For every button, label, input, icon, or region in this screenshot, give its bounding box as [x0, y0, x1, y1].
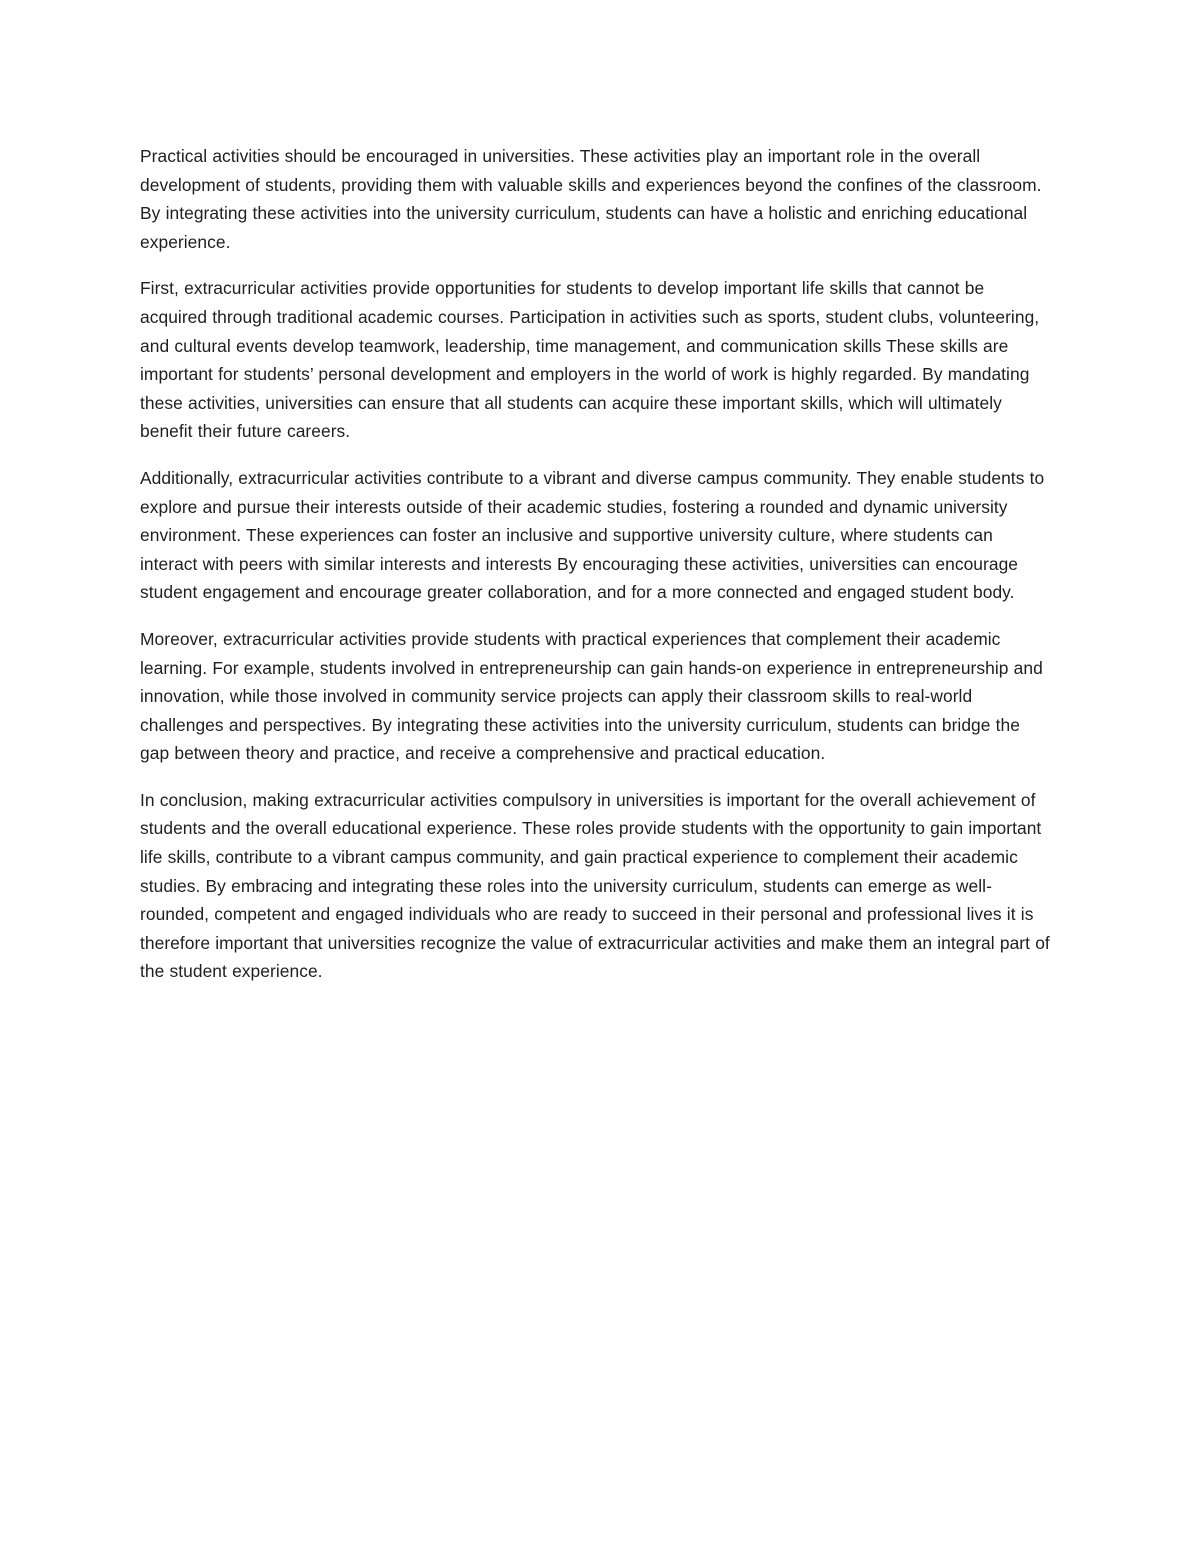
paragraph-life-skills: First, extracurricular activities provide opportunities for students to develop important life skills that cannot be acquired through traditional academic courses. Participation in activities such as sports, student clubs, volunteering, and cultural events develop teamwork, leadership, time management, and communication skills These skills are important for students’ personal development and employers in the world of work is highly regarded. By mandating these activities, universities can ensure that all students can acquire these important skills, which will ultimately benefit their future careers. [140, 278, 1040, 442]
paragraph-campus-community: Additionally, extracurricular activities contribute to a vibrant and diverse campus community. They enable students to explore and pursue their interests outside of their academic studies, fostering a rounded and dynamic university environment. These experiences can foster an inclusive and supportive university culture, where students can interact with peers with similar interests and interests By encouraging these activities, universities can encourage student engagement and encourage greater collaboration, and for a more connected and engaged student body. [140, 467, 1045, 603]
document-body [140, 142, 1054, 1004]
paragraph-practical-experience: Moreover, extracurricular activities provide students with practical experiences that complement their academic learning. For example, students involved in entrepreneurship can gain hands-on experience in entrepreneurship and innovation, while those involved in community service projects can apply their classroom skills to real-world challenges and perspectives. By integrating these activities into the university curriculum, students can bridge the gap between theory and practice, and receive a comprehensive and practical education. [140, 628, 1043, 764]
paragraph-conclusion: In conclusion, making extracurricular activities compulsory in universities is important for the overall achievement of students and the overall educational experience. These roles provide students with the opportunity to gain important life skills, contribute to a vibrant campus community, and gain practical experience to complement their academic studies. By embracing and integrating these roles into the university curriculum, students can emerge as well-rounded, competent and engaged individuals who are ready to succeed in their personal and professional lives it is therefore important that universities recognize the value of extracurricular activities and make them an integral part of the student experience. [140, 789, 1050, 982]
paragraph-introduction: Practical activities should be encouraged in universities. These activities play an important role in the overall development of students, providing them with valuable skills and experiences beyond the confines of the classroom. By integrating these activities into the university curriculum, students can have a holistic and enriching educational experience. [140, 146, 1042, 252]
